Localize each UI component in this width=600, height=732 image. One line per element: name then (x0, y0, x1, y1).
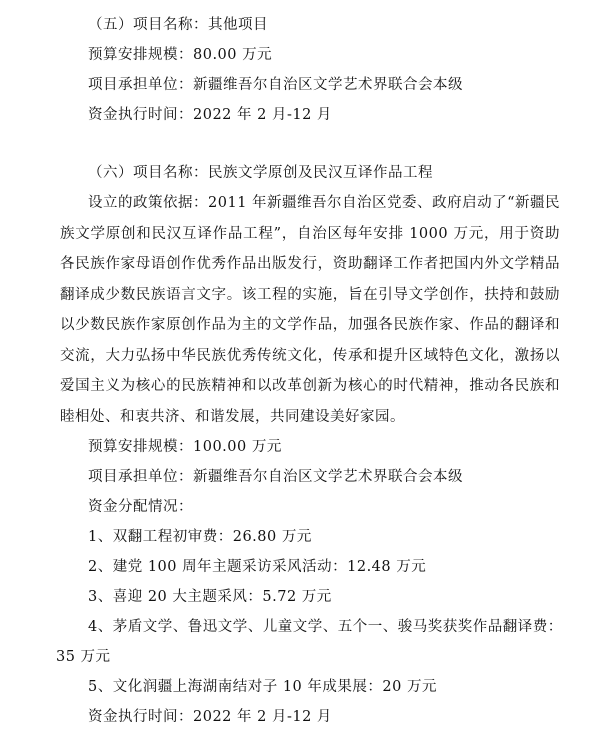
section5-title: （五）项目名称：其他项目 (88, 17, 268, 33)
allocation-item-3: 3、喜迎 20 大主题采风：5.72 万元 (88, 589, 332, 605)
allocation-item-4-continuation: 35 万元 (56, 649, 111, 665)
section5-budget: 预算安排规模：80.00 万元 (88, 47, 273, 63)
section-gap (60, 130, 560, 158)
section6-period: 资金执行时间：2022 年 2 月-12 月 (88, 709, 332, 725)
section5-unit: 项目承担单位：新疆维吾尔自治区文学艺术界联合会本级 (88, 77, 463, 93)
section6-budget: 预算安排规模：100.00 万元 (88, 439, 282, 455)
allocation-item-1: 1、双翻工程初审费：26.80 万元 (88, 529, 312, 545)
section6-policy-basis: 设立的政策依据：2011 年新疆维吾尔自治区党委、政府启动了“新疆民族文学原创和民汉互译作品工程”，自治区每年安排 1000 万元，用于资助各民族作家母语创作优秀作品出版发行，资助翻译工作者把国内外文学精品翻译成少数民族语言文字。该工程的实施，旨在引导文学创作，扶持和鼓励以少数民族作家原创作品为主的文学作品，加强各民族作家、作品的翻译和交流，大力弘扬中华民族优秀传统文化，传承和提升区域特色文化，激扬以爱国主义为核心的民族精神和以改革创新为核心的时代精神，推动各民族和睦相处、和衷共济、和谐发展，共同建设美好家园。 (60, 195, 560, 425)
section6-title: （六）项目名称：民族文学原创及民汉互译作品工程 (88, 165, 433, 181)
section5-period: 资金执行时间：2022 年 2 月-12 月 (88, 107, 332, 123)
allocation-item-2: 2、建党 100 周年主题采访采风活动：12.48 万元 (88, 559, 427, 575)
allocation-item-4: 4、茅盾文学、鲁迅文学、儿童文学、五个一、骏马奖获奖作品翻译费： (88, 619, 563, 635)
section6-allocation-title: 资金分配情况： (88, 499, 193, 515)
section6-unit: 项目承担单位：新疆维吾尔自治区文学艺术界联合会本级 (88, 469, 463, 485)
allocation-item-5: 5、文化润疆上海湖南结对子 10 年成果展：20 万元 (88, 679, 437, 695)
